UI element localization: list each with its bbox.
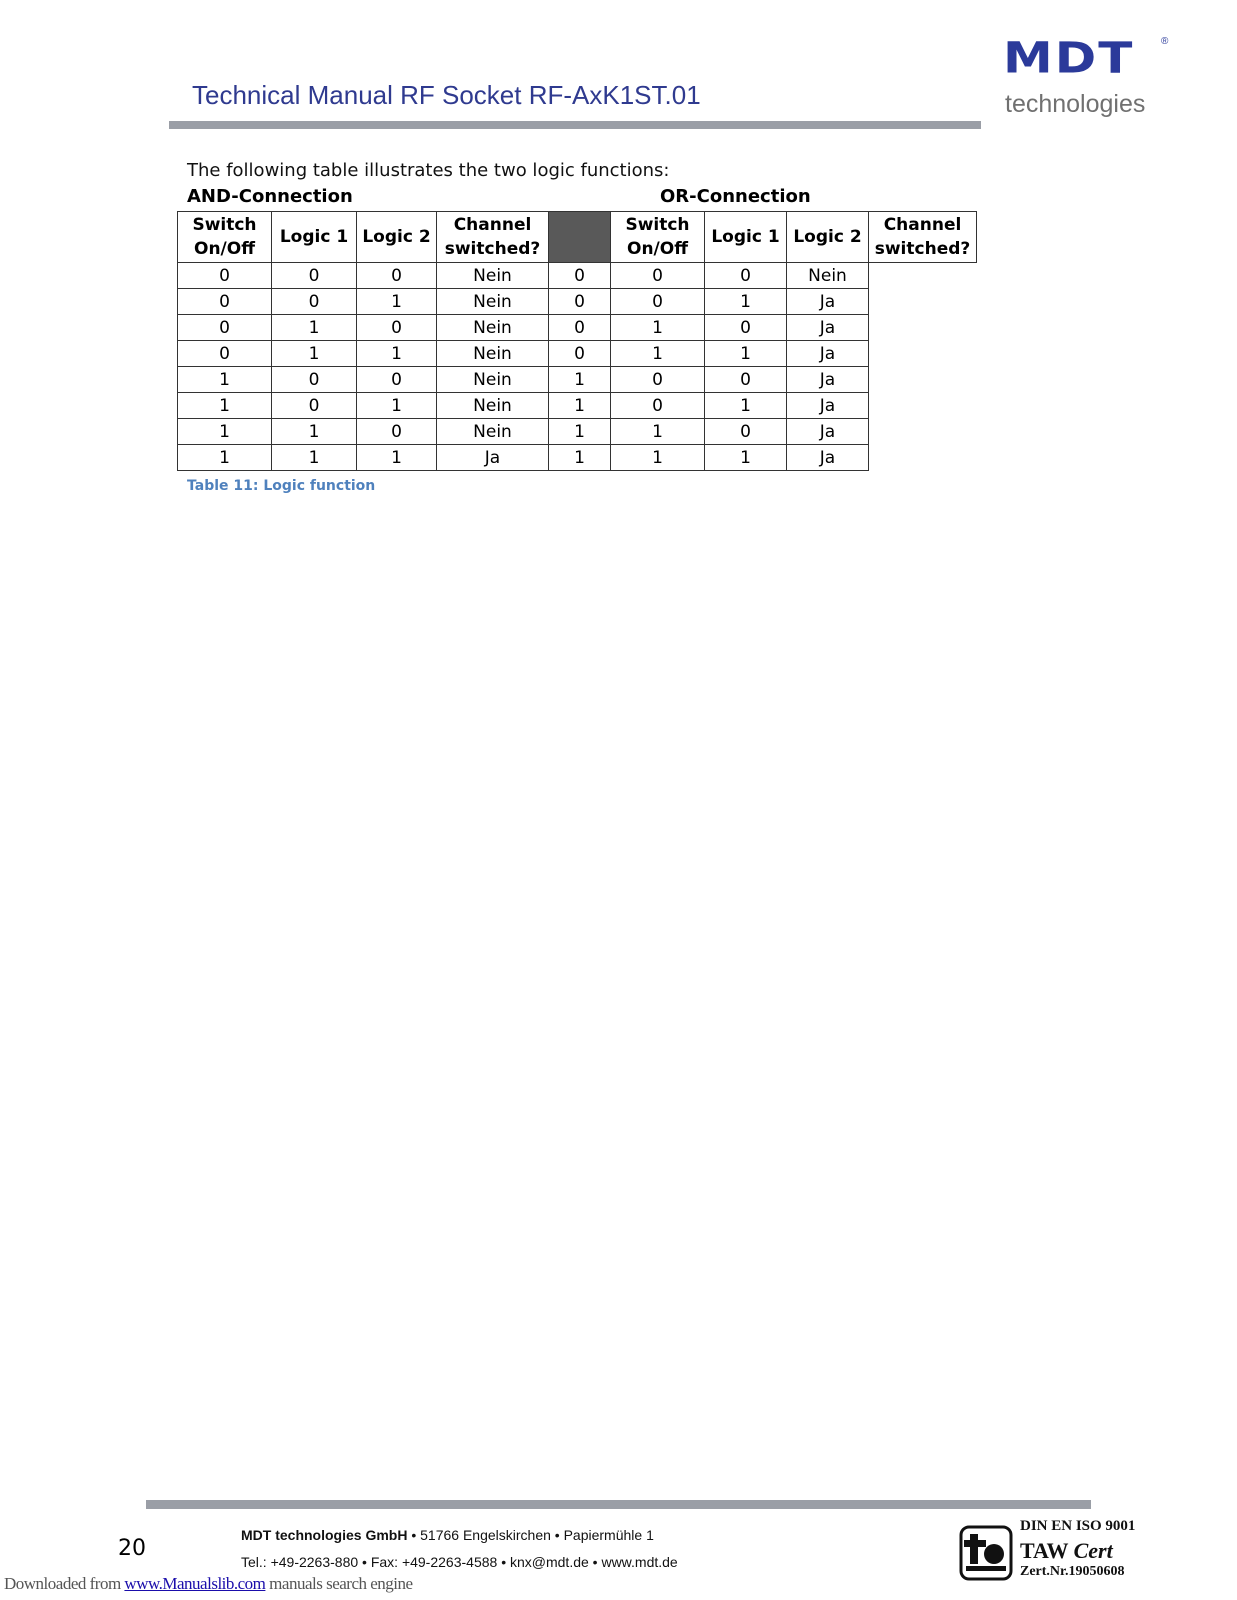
column-header: Logic 2 (787, 212, 869, 263)
mdt-logo (1003, 33, 1173, 120)
download-prefix: Downloaded from (4, 1574, 121, 1593)
intro-text: The following table illustrates the two logic functions: (187, 160, 670, 181)
or-cell: 1 (549, 445, 611, 471)
and-cell: 0 (357, 367, 437, 393)
and-cell: 0 (178, 341, 272, 367)
column-header: Logic 1 (272, 212, 357, 263)
download-suffix: manuals search engine (265, 1574, 413, 1593)
manualslib-link[interactable]: www.Manualslib.com (124, 1574, 266, 1593)
and-cell: 1 (357, 289, 437, 315)
or-cell: 1 (705, 445, 787, 471)
or-cell: 0 (611, 289, 705, 315)
table-separator (549, 212, 611, 263)
and-cell: 1 (357, 341, 437, 367)
or-cell: 0 (549, 341, 611, 367)
cert-number: Zert.Nr.19050608 (1020, 1564, 1125, 1579)
and-cell: 1 (272, 315, 357, 341)
page-number: 20 (118, 1536, 146, 1561)
or-cell: 1 (611, 341, 705, 367)
header-divider (169, 121, 981, 129)
table-row (178, 419, 977, 445)
and-cell: Nein (437, 341, 549, 367)
or-cell: 1 (549, 419, 611, 445)
table-row (178, 393, 977, 419)
or-cell: 0 (611, 393, 705, 419)
table-row (178, 341, 977, 367)
and-cell: 0 (357, 315, 437, 341)
or-cell: 1 (549, 393, 611, 419)
and-cell: 1 (178, 445, 272, 471)
or-cell: 0 (549, 315, 611, 341)
footer-address (241, 1527, 654, 1543)
column-header: Switch On/Off (178, 212, 272, 263)
and-cell: 0 (272, 289, 357, 315)
and-cell: 0 (272, 263, 357, 289)
certification-badge (958, 1514, 1158, 1582)
cert-standard: DIN EN ISO 9001 (1020, 1518, 1136, 1534)
company-name: MDT technologies GmbH (241, 1527, 408, 1543)
table-caption: Table 11: Logic function (187, 478, 376, 494)
and-cell: 1 (178, 419, 272, 445)
download-notice (4, 1574, 413, 1594)
or-cell: Ja (787, 315, 869, 341)
or-cell: 1 (705, 341, 787, 367)
and-cell: 1 (178, 393, 272, 419)
or-cell: Ja (787, 419, 869, 445)
and-cell: 0 (178, 263, 272, 289)
page-title: Technical Manual RF Socket RF-AxK1ST.01 (192, 80, 701, 110)
or-cell: 0 (705, 263, 787, 289)
or-connection-label: OR-Connection (660, 186, 811, 207)
or-cell: 1 (611, 315, 705, 341)
table-header-row (178, 212, 977, 263)
cert-name: TAW Cert (1020, 1538, 1113, 1563)
and-cell: 0 (178, 289, 272, 315)
table-row (178, 445, 977, 471)
logic-function-table (177, 211, 977, 471)
and-cell: 1 (272, 445, 357, 471)
and-cell: 1 (178, 367, 272, 393)
or-cell: Ja (787, 367, 869, 393)
or-cell: Ja (787, 393, 869, 419)
or-cell: 0 (611, 367, 705, 393)
column-header: Channel switched? (869, 212, 977, 263)
and-cell: Ja (437, 445, 549, 471)
and-cell: Nein (437, 367, 549, 393)
table-row (178, 315, 977, 341)
and-cell: 1 (357, 445, 437, 471)
and-cell: 1 (357, 393, 437, 419)
or-cell: 0 (705, 315, 787, 341)
column-header: Logic 2 (357, 212, 437, 263)
or-cell: 1 (611, 419, 705, 445)
and-cell: 1 (272, 419, 357, 445)
or-cell: 1 (705, 393, 787, 419)
column-header: Switch On/Off (611, 212, 705, 263)
and-cell: 0 (357, 263, 437, 289)
and-cell: 0 (357, 419, 437, 445)
or-cell: Nein (787, 263, 869, 289)
or-cell: 0 (705, 419, 787, 445)
registered-mark: ® (1161, 36, 1169, 47)
table-row (178, 289, 977, 315)
company-address: • 51766 Engelskirchen • Papiermühle 1 (411, 1527, 654, 1543)
taw-cert-logo-icon (958, 1524, 1014, 1582)
or-cell: 0 (705, 367, 787, 393)
or-cell: Ja (787, 289, 869, 315)
column-header: Logic 1 (705, 212, 787, 263)
and-cell: Nein (437, 315, 549, 341)
or-cell: 1 (611, 445, 705, 471)
and-cell: Nein (437, 289, 549, 315)
table-row (178, 263, 977, 289)
logo-subtitle: technologies (1005, 90, 1146, 118)
or-cell: 1 (705, 289, 787, 315)
table-row (178, 367, 977, 393)
footer-contact: Tel.: +49-2263-880 • Fax: +49-2263-4588 • knx@mdt.de • www.mdt.de (241, 1554, 678, 1570)
and-cell: 0 (272, 393, 357, 419)
or-cell: 0 (549, 289, 611, 315)
and-cell: 1 (272, 341, 357, 367)
logo-wordmark: MDT (1003, 33, 1135, 83)
or-cell: 0 (549, 263, 611, 289)
and-cell: Nein (437, 393, 549, 419)
or-cell: 0 (611, 263, 705, 289)
or-cell: 1 (549, 367, 611, 393)
or-cell: Ja (787, 445, 869, 471)
and-cell: 0 (178, 315, 272, 341)
and-cell: Nein (437, 263, 549, 289)
or-cell: Ja (787, 341, 869, 367)
and-cell: 0 (272, 367, 357, 393)
and-cell: Nein (437, 419, 549, 445)
footer-divider (146, 1500, 1091, 1509)
and-connection-label: AND-Connection (187, 186, 353, 207)
column-header: Channel switched? (437, 212, 549, 263)
